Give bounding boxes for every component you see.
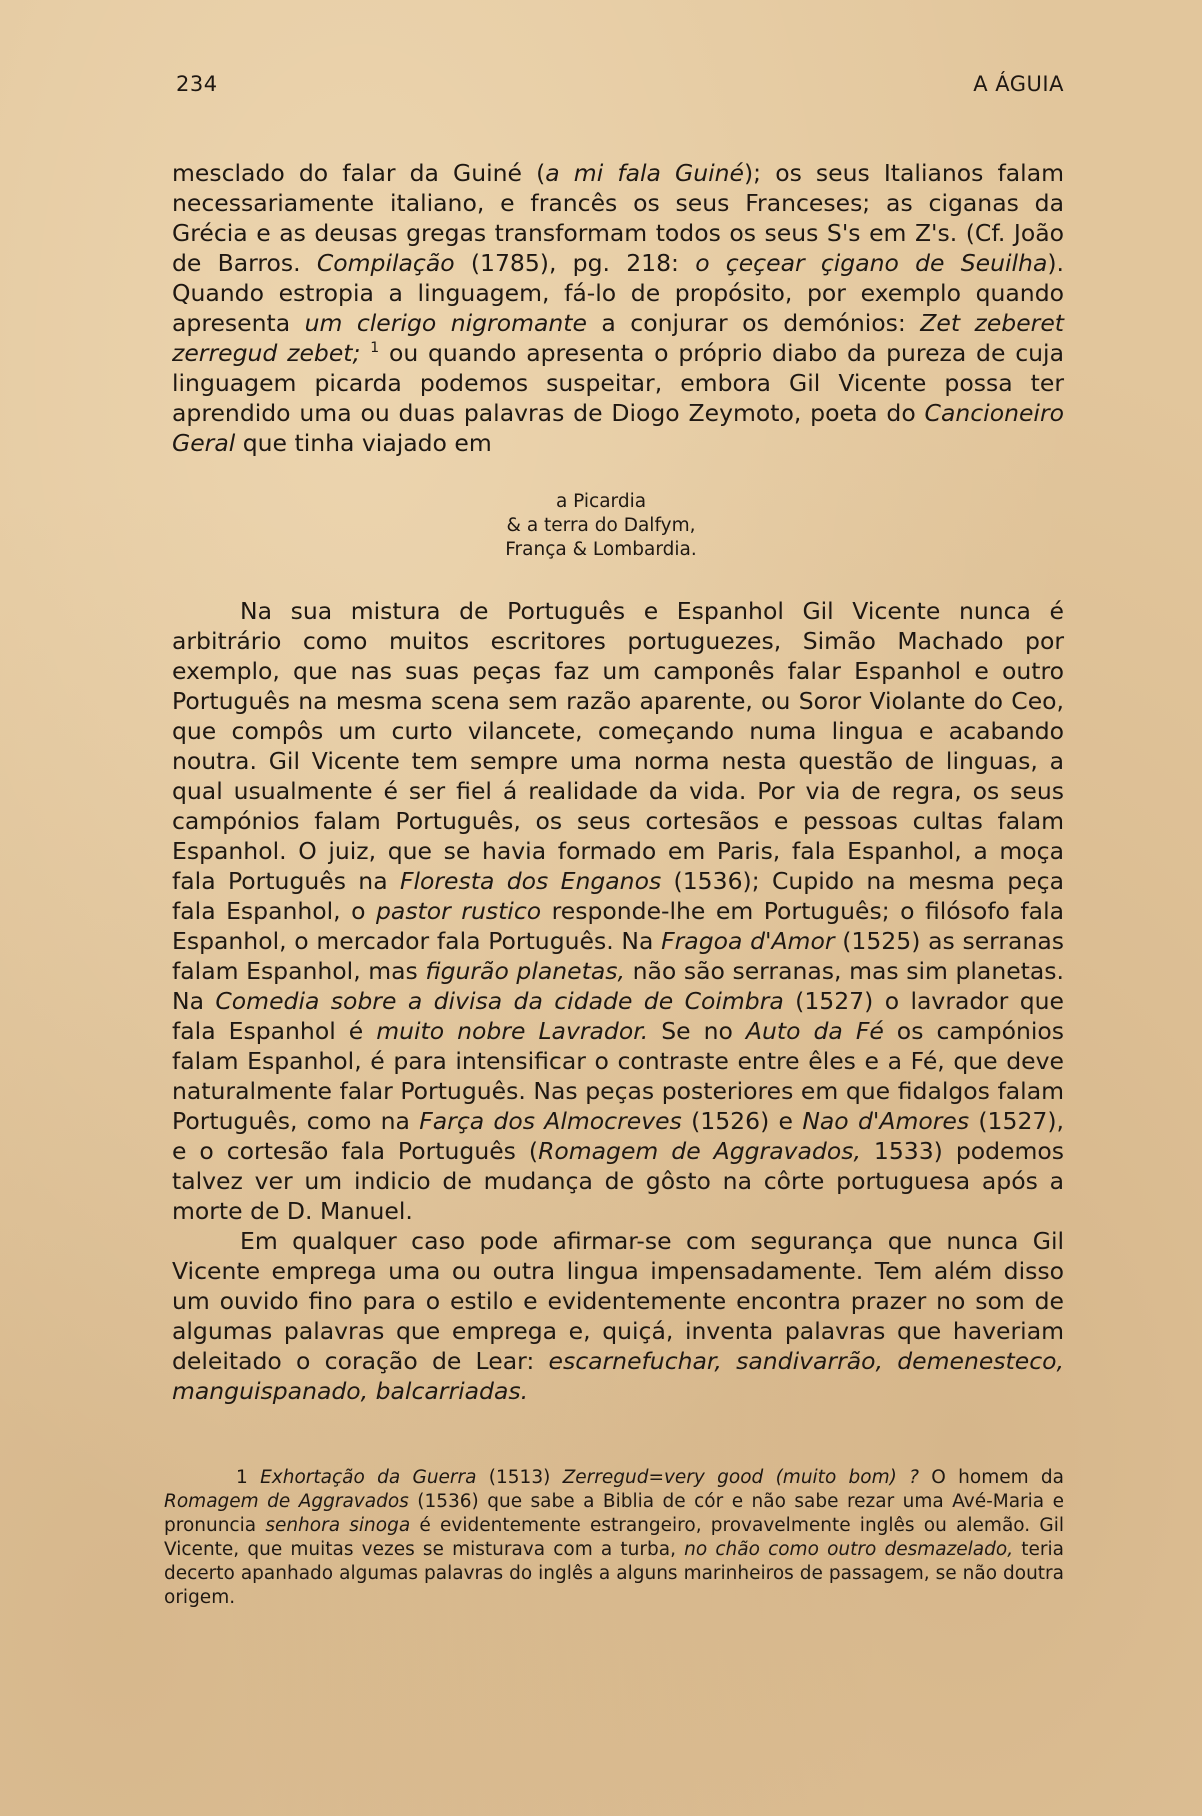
italic-quote: pastor rustico: [376, 897, 542, 925]
italic-title: Exhortação da Guerra: [260, 1467, 477, 1488]
italic-quote: senhora sinoga: [265, 1515, 411, 1536]
italic-title: Nao d'Amores: [802, 1107, 970, 1135]
text-run: (1527), e o cortesão fala Português (: [172, 1107, 1064, 1165]
paragraph-1: [172, 158, 1064, 458]
text-run: O homem da: [918, 1467, 1064, 1488]
italic-title: Romagem de Aggravados: [164, 1491, 409, 1512]
italic-quote: muito nobre Lavrador.: [376, 1017, 649, 1045]
text-run: 1533) podemos talvez ver um indicio de mudança de gôsto na côrte portuguesa após a morte de D. Manuel.: [172, 1137, 1064, 1225]
text-run: (1527) o lavrador que fala Espanhol é: [172, 987, 1064, 1045]
italic-title: Farça dos Almocreves: [419, 1107, 682, 1135]
running-head: [176, 72, 1064, 102]
italic-title: Compilação: [316, 249, 455, 277]
text-run: que tinha viajado em: [235, 429, 492, 457]
italic-title: Comedia sobre a divisa da cidade de Coimbra: [215, 987, 784, 1015]
italic-quote: figurão planetas,: [425, 957, 625, 985]
verse-line: França & Lombardia.: [505, 539, 697, 560]
paragraph-3: [172, 1226, 1064, 1406]
text-run: (1536); Cupido na mesma peça fala Espanhol, o: [172, 867, 1064, 925]
text-run: ); os seus Italianos falam necessariamente italiano, e francês os seus Franceses; as ciganas da Grécia e as deusas gregas transformam todos os seus S's em Z's. (Cf. João de Barros.: [172, 159, 1064, 277]
running-title: A ÁGUIA: [973, 72, 1064, 96]
italic-title: Fragoa d'Amor: [661, 927, 835, 955]
text-run: não são serranas, mas sim planetas. Na: [172, 957, 1064, 1015]
page-number: 234: [176, 72, 218, 96]
text-run: (1513): [476, 1467, 563, 1488]
text-run: Em qualquer caso pode afirmar-se com segurança que nunca Gil Vicente emprega uma ou outra lingua impensadamente. Tem além disso um ouvido fino para o estilo e evidentemente encontra prazer no som de algumas palavras que emprega e, quiçá, inventa palavras que haveriam deleitado o coração de Lear:: [172, 1227, 1064, 1375]
text-run: [248, 1467, 260, 1488]
footnote-reference[interactable]: 1: [370, 340, 380, 357]
text-run: é evidentemente estrangeiro, provavelmente inglês ou alemão. Gil Vicente, que muitas vezes se misturava com a turba,: [164, 1515, 1064, 1560]
footnote-text: [164, 1466, 1064, 1610]
text-run: Se no: [648, 1017, 746, 1045]
text-run: (1785), pg. 218:: [454, 249, 696, 277]
italic-quote: Zerregud=very good (muito bom) ?: [562, 1467, 919, 1488]
text-run: teria decerto apanhado algumas palavras do inglês a alguns marinheiros de passagem, se não doutra origem.: [164, 1539, 1064, 1608]
text-run: ou quando apresenta o próprio diabo da pureza de cuja linguagem picarda podemos suspeitar, embora Gil Vicente possa ter aprendido uma ou duas palavras de Diogo Zeymoto, poeta do: [172, 339, 1064, 427]
italic-title: Floresta dos Enganos: [399, 867, 662, 895]
text-run: mesclado do falar da Guiné (: [172, 159, 546, 187]
verse-line: & a terra do Dalfym,: [506, 515, 696, 536]
italic-quote: a mi fala Guiné: [545, 159, 745, 187]
text-run: responde-lhe em Português; o filósofo fala Espanhol, o mercador fala Português. Na: [172, 897, 1065, 955]
italic-quote: um clerigo nigromante: [304, 309, 587, 337]
verse-line: a Picardia: [555, 491, 647, 512]
text-run: (1525) as serranas falam Espanhol, mas: [172, 927, 1065, 985]
italic-title: Cancioneiro Geral: [172, 399, 1064, 457]
italic-quote: o çeçear çigano de Seuilha: [695, 249, 1048, 277]
italic-quote: Zet zeberet zerregud zebet;: [172, 309, 1065, 367]
verse-quote: [0, 490, 1202, 562]
paragraph-1-text: [172, 158, 1064, 458]
footnote: [164, 1466, 1064, 1610]
text-run: Na sua mistura de Português e Espanhol Gil Vicente nunca é arbitrário como muitos escritores portuguezes, Simão Machado por exemplo, que nas suas peças faz um camponês falar Espanhol e outro Português na mesma scena sem razão aparente, ou Soror Violante do Ceo, que compôs um curto vilancete, começando numa lingua e acabando noutra. Gil Vicente tem sempre uma norma nesta questão de linguas, a qual usualmente é ser fiel á realidade da vida. Por via de regra, os seus campónios falam Português, os seus cortesãos e pessoas cultas falam Espanhol. O juiz, que se havia formado em Paris, fala Espanhol, a moça fala Português na: [172, 597, 1064, 895]
text-run: (1526) e: [681, 1107, 803, 1135]
italic-word-list: escarnefuchar, sandivarrão, demenesteco, manguispanado, balcarriadas.: [172, 1347, 1064, 1405]
italic-title: Auto da Fé: [745, 1017, 884, 1045]
italic-title: Romagem de Aggravados,: [538, 1137, 861, 1165]
text-run: (1536) que sabe a Biblia de cór e não sabe rezar uma Avé-Maria e pronuncia: [164, 1491, 1064, 1536]
body-text: [172, 596, 1064, 1406]
text-run: os campónios falam Espanhol, é para intensificar o contraste entre êles e a Fé, que deve naturalmente falar Português. Nas peças posteriores em que fidalgos falam Português, como na: [172, 1017, 1065, 1135]
footnote-number: 1: [236, 1467, 248, 1488]
text-run: ). Quando estropia a linguagem, fá-lo de propósito, por exemplo quando apresenta: [172, 249, 1064, 337]
text-run: a conjurar os demónios:: [586, 309, 921, 337]
italic-quote: no chão como outro desmazelado,: [684, 1539, 1014, 1560]
paragraph-2: [172, 596, 1064, 1226]
